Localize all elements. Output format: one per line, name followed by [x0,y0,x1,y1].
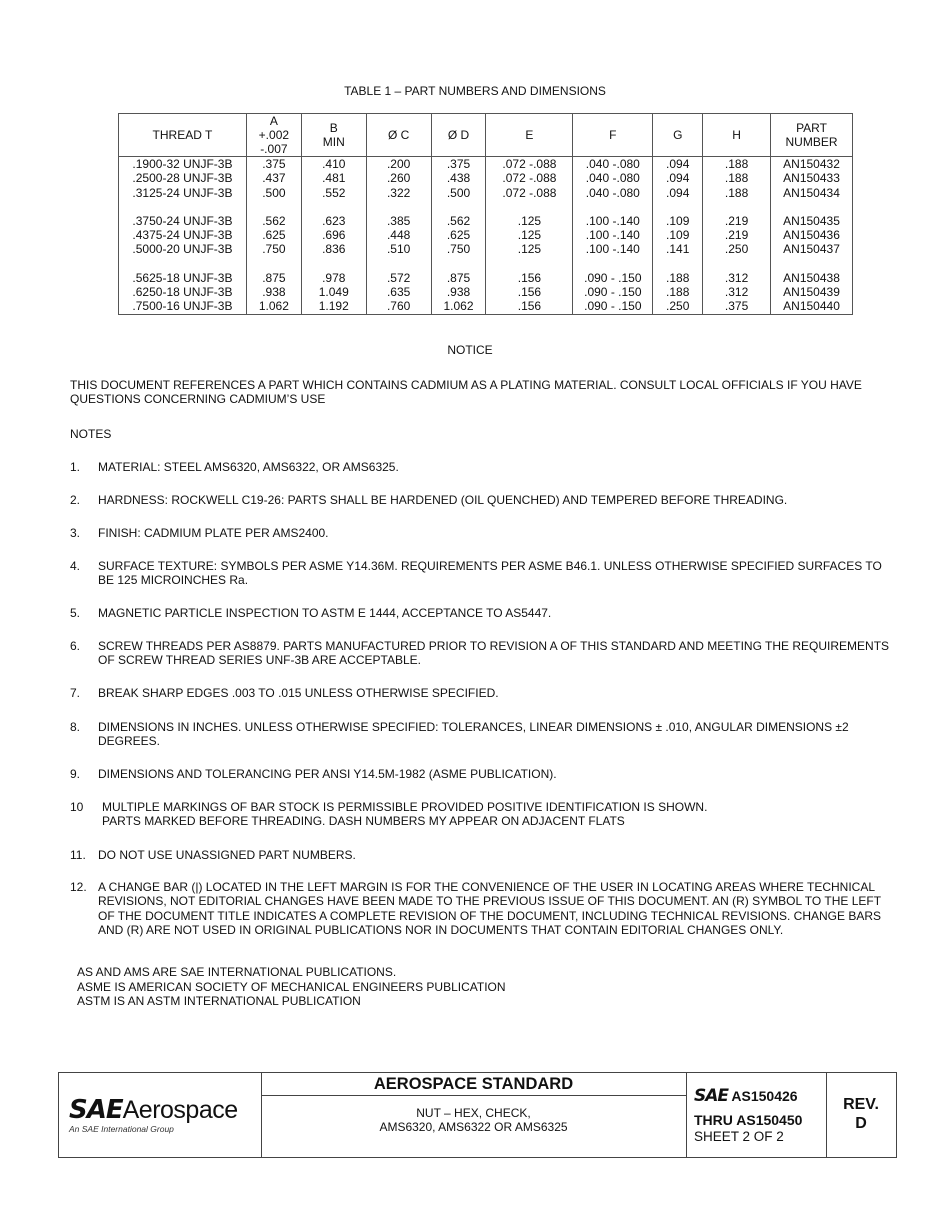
revision-block [826,1073,896,1157]
table-cell: .250 [703,242,771,256]
table-cell: .125 [486,242,573,256]
note-text: FINISH: CADMIUM PLATE PER AMS2400. [98,526,329,540]
note-text [102,800,894,829]
note-text: MATERIAL: STEEL AMS6320, AMS6322, OR AMS6325. [98,460,399,474]
header-b-line: MIN [322,135,345,149]
header-g: G [653,114,703,157]
table-cell: .094 [653,157,703,172]
table-cell: .875 [246,257,301,285]
table-cell: AN150432 [771,157,853,172]
table-cell: .100 -.140 [573,228,653,242]
table-cell: AN150440 [771,299,853,314]
publications [77,965,506,1009]
table-cell: .572 [366,257,431,285]
table-cell: .836 [301,242,366,256]
header-a-line: +.002 [258,128,290,142]
table-cell: .448 [366,228,431,242]
document-number-range: THRU AS150450 [694,1112,803,1128]
note-number: 2. [70,493,81,507]
table-cell: .312 [703,257,771,285]
note-number: 10 [70,800,84,814]
table-cell: .188 [703,157,771,172]
table-cell: .1900-32 UNJF-3B [119,157,247,172]
note-text: BREAK SHARP EDGES .003 TO .015 UNLESS OTHERWISE SPECIFIED. [98,686,499,700]
table-cell: .938 [431,285,486,299]
header-part-number [771,114,853,157]
header-e: E [486,114,573,157]
table-cell: .385 [366,200,431,228]
table-cell: .156 [486,257,573,285]
document-number-text: AS150426 [731,1088,798,1104]
note-text-line: MULTIPLE MARKINGS OF BAR STOCK IS PERMISSIBLE PROVIDED POSITIVE IDENTIFICATION IS SHOWN. [102,800,708,814]
header-a [246,114,301,157]
header-thread: THREAD T [119,114,247,157]
table-cell: .094 [653,171,703,185]
table-cell: .250 [653,299,703,314]
table-cell: .750 [246,242,301,256]
table-cell: .5625-18 UNJF-3B [119,257,247,285]
table-cell: .635 [366,285,431,299]
table-cell: .562 [246,200,301,228]
table-cell: 1.062 [246,299,301,314]
table-row [119,242,853,256]
table-cell: .375 [703,299,771,314]
header-b-line: B [329,121,338,135]
table-cell: .072 -.088 [486,171,573,185]
table-cell: AN150434 [771,186,853,200]
note-text: A CHANGE BAR (|) LOCATED IN THE LEFT MARGIN IS FOR THE CONVENIENCE OF THE USER IN LOCATING AREAS WHERE TECHNICAL REVISIONS, NOT EDITORIAL CHANGES HAVE BEEN MADE TO THE PREVIOUS ISSUE OF THIS DOCUMENT. AN (R) SYMBOL TO THE LEFT OF THE DOCUMENT TITLE INDICATES A COMPLETE REVISION OF THE DOCUMENT, INCLUDING TECHNICAL REVISIONS. CHANGE BARS AND (R) ARE NOT USED IN ORIGINAL PUBLICATIONS NOR IN DOCUMENTS THAT CONTAIN EDITORIAL CHANGES ONLY. [98,880,882,937]
header-b [301,114,366,157]
table-cell: .437 [246,171,301,185]
table-title: TABLE 1 – PART NUMBERS AND DIMENSIONS [344,84,606,98]
table-cell: .156 [486,285,573,299]
table-cell: .100 -.140 [573,242,653,256]
table-cell: .562 [431,200,486,228]
note-text: MAGNETIC PARTICLE INSPECTION TO ASTM E 1444, ACCEPTANCE TO AS5447. [98,606,552,620]
table-cell: .750 [431,242,486,256]
table-row [119,186,853,200]
table-row [119,200,853,228]
note-text-line: PARTS MARKED BEFORE THREADING. DASH NUMBERS MY APPEAR ON ADJACENT FLATS [102,814,625,829]
logo-subtitle: An SAE International Group [69,1124,174,1134]
note-number: 6. [70,639,81,653]
note-number: 3. [70,526,81,540]
note-text: HARDNESS: ROCKWELL C19-26: PARTS SHALL BE HARDENED (OIL QUENCHED) AND TEMPERED BEFORE THREADING. [98,493,788,507]
table-row [119,257,853,285]
document-number-block [686,1073,827,1157]
table-cell: .188 [703,186,771,200]
table-cell: .3125-24 UNJF-3B [119,186,247,200]
header-f: F [573,114,653,157]
table-cell: .500 [246,186,301,200]
table-cell: .219 [703,228,771,242]
notes-title: NOTES [70,427,112,441]
table-cell: .7500-16 UNJF-3B [119,299,247,314]
table-cell: 1.062 [431,299,486,314]
note-text: DO NOT USE UNASSIGNED PART NUMBERS. [98,848,356,862]
note-number: 12. [70,880,87,894]
table-cell: .109 [653,200,703,228]
table-cell: .938 [246,285,301,299]
table-cell: .125 [486,200,573,228]
table-cell: AN150439 [771,285,853,299]
publication-line: AS AND AMS ARE SAE INTERNATIONAL PUBLICATIONS. [77,965,397,979]
table-cell: .978 [301,257,366,285]
table-cell: AN150438 [771,257,853,285]
sae-small-logo: SAE [694,1086,729,1106]
table-cell: .090 - .150 [573,299,653,314]
table-cell: .040 -.080 [573,171,653,185]
header-part-line: PART [796,121,827,135]
table-cell: .072 -.088 [486,157,573,172]
note-number: 7. [70,686,81,700]
table-cell: .125 [486,228,573,242]
table-cell: .100 -.140 [573,200,653,228]
table-cell: .219 [703,200,771,228]
note-number: 1. [70,460,81,474]
header-c: Ø C [366,114,431,157]
table-cell: .090 - .150 [573,285,653,299]
table-cell: .188 [703,171,771,185]
table-row [119,285,853,299]
table-cell: 1.049 [301,285,366,299]
table-cell: .375 [431,157,486,172]
table-cell: .510 [366,242,431,256]
note-text: SURFACE TEXTURE: SYMBOLS PER ASME Y14.36M. REQUIREMENTS PER ASME B46.1. UNLESS OTHERWISE SPECIFIED SURFACES TO BE 125 MICROINCHES Ra. [98,559,882,588]
table-cell: .156 [486,299,573,314]
table-cell: .552 [301,186,366,200]
table-cell: .312 [703,285,771,299]
table-cell: .375 [246,157,301,172]
table-cell: .141 [653,242,703,256]
publication-line: ASME IS AMERICAN SOCIETY OF MECHANICAL ENGINEERS PUBLICATION [77,979,506,994]
table-cell: 1.192 [301,299,366,314]
table-cell: .3750-24 UNJF-3B [119,200,247,228]
table-cell: AN150435 [771,200,853,228]
table-header [119,114,853,157]
sae-aerospace-logo [59,1073,262,1157]
table-cell: .072 -.088 [486,186,573,200]
table-cell: AN150437 [771,242,853,256]
document-title-line: NUT – HEX, CHECK, [416,1106,531,1120]
table-row [119,157,853,172]
table-cell: .6250-18 UNJF-3B [119,285,247,299]
logo-sae: SAE [69,1095,123,1125]
note-number: 4. [70,559,81,573]
header-d: Ø D [431,114,486,157]
table-cell: .040 -.080 [573,157,653,172]
revision-value: D [855,1115,867,1132]
table-cell: .094 [653,186,703,200]
header-a-line: -.007 [260,142,288,156]
table-cell: .625 [431,228,486,242]
document-number [694,1086,798,1106]
table-cell: .090 - .150 [573,257,653,285]
note-text: DIMENSIONS IN INCHES. UNLESS OTHERWISE SPECIFIED: TOLERANCES, LINEAR DIMENSIONS ± .010, ANGULAR DIMENSIONS ±2 DEGREES. [98,720,849,749]
note-text: SCREW THREADS PER AS8879. PARTS MANUFACTURED PRIOR TO REVISION A OF THIS STANDARD AND MEETING THE REQUIREMENTS OF SCREW THREAD SERIES UNF-3B ARE ACCEPTABLE. [98,639,890,668]
note-text: DIMENSIONS AND TOLERANCING PER ANSI Y14.5M-1982 (ASME PUBLICATION). [98,767,557,781]
table-cell: .481 [301,171,366,185]
notice-title: NOTICE [447,343,493,357]
table-cell: .5000-20 UNJF-3B [119,242,247,256]
title-block-center [261,1073,687,1157]
table-cell: AN150436 [771,228,853,242]
table-row [119,299,853,314]
document-type: AEROSPACE STANDARD [261,1073,686,1096]
table-cell: .200 [366,157,431,172]
title-block [58,1072,897,1158]
table-cell: .410 [301,157,366,172]
table-cell: .500 [431,186,486,200]
table-cell: .623 [301,200,366,228]
logo-wordmark [69,1095,238,1125]
header-a-line: A [269,114,278,128]
document-title [261,1096,686,1135]
note-number: 9. [70,767,81,781]
table-cell: .438 [431,171,486,185]
table-row [119,228,853,242]
sheet-number: SHEET 2 OF 2 [694,1129,784,1144]
note-number: 5. [70,606,81,620]
logo-aerospace: Aerospace [122,1096,238,1124]
table-cell: .2500-28 UNJF-3B [119,171,247,185]
table-row [119,171,853,185]
table-cell: .260 [366,171,431,185]
table-cell: .760 [366,299,431,314]
header-part-line: NUMBER [785,135,838,149]
table-body [119,157,853,315]
table-cell: .109 [653,228,703,242]
notice-text: THIS DOCUMENT REFERENCES A PART WHICH CONTAINS CADMIUM AS A PLATING MATERIAL. CONSULT LOCAL OFFICIALS IF YOU HAVE QUESTIONS CONCERNING CADMIUM’S USE [70,378,862,407]
header-h: H [703,114,771,157]
note-number: 8. [70,720,81,734]
table-cell: .625 [246,228,301,242]
table-cell: .188 [653,257,703,285]
table-cell: .040 -.080 [573,186,653,200]
table-cell: .696 [301,228,366,242]
revision-label: REV. [843,1096,879,1113]
table-cell: .875 [431,257,486,285]
table-cell: .322 [366,186,431,200]
table-cell: .188 [653,285,703,299]
document-title-line: AMS6320, AMS6322 OR AMS6325 [379,1120,568,1135]
table-cell: AN150433 [771,171,853,185]
table-cell: .4375-24 UNJF-3B [119,228,247,242]
publication-line: ASTM IS AN ASTM INTERNATIONAL PUBLICATION [77,994,361,1009]
note-number: 11. [70,848,86,862]
dimensions-table [118,113,853,315]
